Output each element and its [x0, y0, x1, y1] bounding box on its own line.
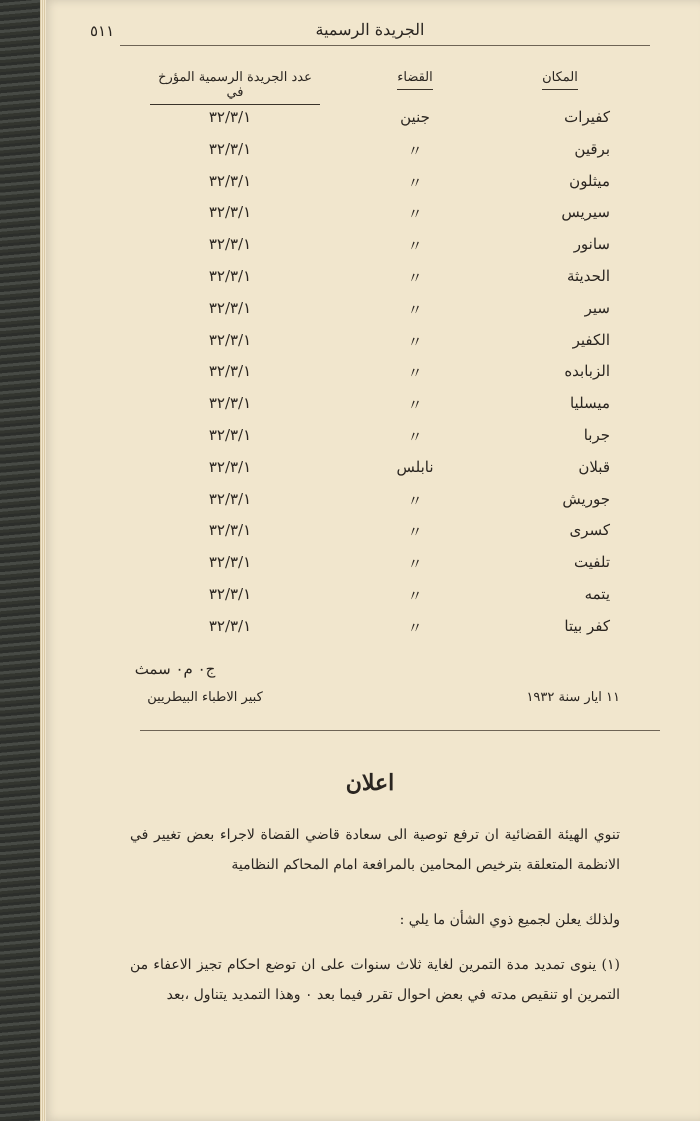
notice-paragraph-1: تنوي الهيئة القضائية ان ترفع توصية الى سعادة قاضي القضاة لاجراء بعض تغيير في الانظمة المتعلقة بترخيص المحامين بالمرافعة امام المحاكم النظامية: [130, 827, 620, 873]
district-cell: 〃: [407, 141, 423, 160]
date-cell: ٣٢/٣/١: [208, 394, 252, 413]
header-rule: [120, 45, 650, 46]
table-row: [40, 108, 700, 140]
places-table: [40, 108, 700, 649]
place-cell: كسرى: [569, 521, 610, 540]
table-row: [40, 140, 700, 172]
place-cell: تلفيت: [574, 553, 610, 572]
date-cell: ٣٢/٣/١: [208, 266, 252, 285]
date-cell: ٣٢/٣/١: [208, 235, 252, 254]
district-cell: 〃: [407, 332, 423, 351]
table-row: [40, 458, 700, 490]
column-header-gazette: عدد الجريدة الرسمية المؤرخ في: [150, 70, 320, 105]
table-row: [40, 490, 700, 522]
section-divider: [140, 730, 660, 731]
date-cell: ٣٢/٣/١: [208, 108, 252, 126]
page-edges: [40, 0, 46, 1121]
district-cell: نابلس: [396, 457, 434, 476]
date-cell: ٣٢/٣/١: [208, 171, 252, 190]
district-cell: 〃: [407, 396, 423, 415]
notice-paragraph-2: ولذلك يعلن لجميع ذوي الشأن ما يلي :: [399, 912, 620, 928]
place-cell: قبلان: [578, 457, 610, 476]
table-row: [40, 553, 700, 585]
table-row: [40, 267, 700, 299]
column-header-place: المكان: [510, 70, 610, 90]
date-cell: ٣٢/٣/١: [208, 203, 252, 222]
date-cell: ٣٢/٣/١: [208, 139, 252, 158]
place-cell: جوريش: [562, 489, 610, 508]
table-row: [40, 585, 700, 617]
table-row: [40, 299, 700, 331]
place-cell: الكفير: [572, 330, 610, 349]
table-row: [40, 426, 700, 458]
table-row: [40, 394, 700, 426]
place-cell: برقين: [574, 139, 610, 158]
place-cell: سير: [584, 298, 610, 317]
district-cell: جنين: [400, 108, 430, 126]
date-cell: ٣٢/٣/١: [208, 457, 252, 476]
place-cell: كفر بيتا: [564, 616, 610, 635]
date-cell: ٣٢/٣/١: [208, 521, 252, 540]
table-row: [40, 331, 700, 363]
place-cell: كفيرات: [564, 108, 610, 126]
place-cell: جربا: [583, 425, 610, 444]
district-cell: 〃: [407, 523, 423, 542]
notice-title: اعلان: [345, 770, 395, 796]
date-cell: ٣٢/٣/١: [208, 489, 252, 508]
date-cell: ٣٢/٣/١: [208, 298, 252, 317]
table-row: [40, 203, 700, 235]
table-row: [40, 172, 700, 204]
signature-name: ج٠ م٠ سمث: [134, 660, 216, 678]
table-row: [40, 362, 700, 394]
signature-date: ١١ ايار سنة ١٩٣٢: [526, 690, 620, 705]
place-cell: سيريس: [561, 203, 610, 222]
book-binding: [0, 0, 42, 1121]
place-cell: ميثلون: [569, 171, 610, 190]
table-row: [40, 617, 700, 649]
date-cell: ٣٢/٣/١: [208, 330, 252, 349]
running-title: الجريدة الرسمية: [315, 20, 425, 39]
notice-paragraph-3: (١) ينوى تمديد مدة التمرين لغاية ثلاث سنوات على ان توضع احكام تجيز الاعفاء من التمرين او تنقيص مدته في بعض احوال تقرر فيما بعد ٠ وهذا التمديد يتناول ،بعد: [130, 957, 620, 1003]
page-number: ٥١١: [90, 22, 115, 40]
district-cell: 〃: [407, 491, 423, 510]
district-cell: 〃: [407, 300, 423, 319]
district-cell: 〃: [407, 173, 423, 192]
place-cell: يتمه: [584, 584, 610, 603]
place-cell: الزبابده: [564, 362, 610, 381]
district-cell: 〃: [407, 555, 423, 574]
district-cell: 〃: [407, 427, 423, 446]
table-row: [40, 235, 700, 267]
district-cell: 〃: [407, 237, 423, 256]
page-content: [40, 0, 700, 1121]
date-cell: ٣٢/٣/١: [208, 425, 252, 444]
district-cell: 〃: [407, 618, 423, 637]
district-cell: 〃: [407, 364, 423, 383]
place-cell: الحديثة: [566, 266, 610, 285]
place-cell: سانور: [573, 235, 610, 254]
district-cell: 〃: [407, 268, 423, 287]
column-header-district: القضاء: [380, 70, 450, 90]
date-cell: ٣٢/٣/١: [208, 362, 252, 381]
document-page: [40, 0, 700, 1121]
district-cell: 〃: [407, 205, 423, 224]
page-header: [90, 20, 650, 44]
place-cell: ميسليا: [569, 394, 610, 413]
signature-title: كبير الاطباء البيطريين: [147, 690, 263, 705]
date-cell: ٣٢/٣/١: [208, 553, 252, 572]
district-cell: 〃: [407, 586, 423, 605]
table-row: [40, 521, 700, 553]
date-cell: ٣٢/٣/١: [208, 616, 252, 635]
date-cell: ٣٢/٣/١: [208, 584, 252, 603]
